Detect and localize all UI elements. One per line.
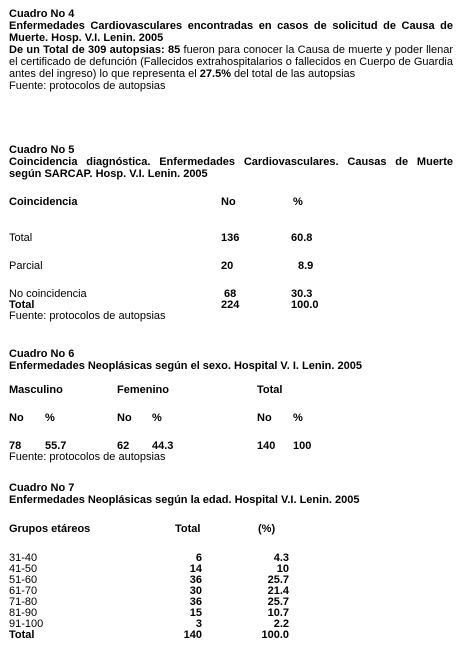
cuadro-4-text-bold: De un Total de 309 autopsias: bbox=[9, 44, 165, 56]
cuadro-4 bbox=[9, 8, 453, 92]
cuadro-5-row-label: Parcial bbox=[9, 260, 43, 272]
cuadro-5-row-label: Total bbox=[9, 232, 33, 244]
cuadro-7-row-pct: 21.4 bbox=[267, 585, 289, 597]
cuadro-7-row-group: 41-50 bbox=[9, 563, 38, 575]
cuadro-7-row-total: 3 bbox=[195, 618, 202, 630]
cuadro-4-text-mid: fueron para conocer la Causa de muerte y poder llenar el certificado de defunción (Fallecidos extrahospitalarios o fallecidos en Cuerpo de Guardia antes del ingreso) lo que representa el bbox=[9, 44, 453, 80]
cuadro-7-row-pct: 10 bbox=[276, 563, 289, 575]
cuadro-4-text bbox=[9, 44, 453, 80]
cuadro-6-title: Enfermedades Neoplásicas según el sexo. Hospital V. I. Lenin. 2005 bbox=[9, 360, 362, 372]
cuadro-7-row-pct: 25.7 bbox=[267, 596, 289, 608]
cuadro-5-header-pct: % bbox=[293, 196, 303, 208]
cuadro-7-total-label: Total bbox=[9, 629, 35, 641]
cuadro-6-subheader: % bbox=[45, 412, 55, 424]
cuadro-5-row-no: 136 bbox=[221, 232, 240, 244]
cuadro-5-source: Fuente: protocolos de autopsias bbox=[9, 310, 166, 322]
cuadro-7-row-group: 51-60 bbox=[9, 574, 38, 586]
cuadro-7 bbox=[9, 482, 453, 662]
cuadro-6 bbox=[9, 348, 453, 463]
cuadro-6-subheader: No bbox=[257, 412, 272, 424]
cuadro-4-heading: Cuadro No 4 bbox=[9, 8, 75, 20]
cuadro-7-header-grupos: Grupos etáreos bbox=[9, 523, 91, 535]
cuadro-5-total-pct: 100.0 bbox=[291, 299, 319, 311]
cuadro-6-value: 100 bbox=[293, 440, 312, 452]
cuadro-5-row-label: No coincidencia bbox=[9, 288, 87, 300]
cuadro-7-row-total: 36 bbox=[189, 574, 202, 586]
cuadro-5-title: Coincidencia diagnóstica. Enfermedades Cardiovasculares. Causas de Muerte según SARCAP. Hosp. V.I. Lenin. 2005 bbox=[9, 156, 453, 180]
cuadro-5-heading: Cuadro No 5 bbox=[9, 144, 75, 156]
cuadro-6-value: 62 bbox=[117, 440, 130, 452]
cuadro-6-group-femenino: Femenino bbox=[117, 384, 169, 396]
cuadro-7-row-group: 31-40 bbox=[9, 552, 38, 564]
cuadro-6-source: Fuente: protocolos de autopsias bbox=[9, 451, 166, 463]
cuadro-7-heading: Cuadro No 7 bbox=[9, 482, 75, 494]
cuadro-5-header-no: No bbox=[221, 196, 236, 208]
cuadro-7-row-total: 6 bbox=[195, 552, 202, 564]
cuadro-5-total-no: 224 bbox=[221, 299, 240, 311]
cuadro-7-header-total: Total bbox=[175, 523, 201, 535]
cuadro-4-title: Enfermedades Cardiovasculares encontradas en casos de solicitud de Causa de Muerte. Hosp. V.I. Lenin. 2005 bbox=[9, 20, 453, 44]
cuadro-5-row-no: 68 bbox=[224, 288, 237, 300]
cuadro-7-row-total: 30 bbox=[189, 585, 202, 597]
cuadro-4-text-bold-num: 85 bbox=[164, 44, 181, 56]
cuadro-7-row-pct: 10.7 bbox=[267, 607, 289, 619]
cuadro-4-source: Fuente: protocolos de autopsias bbox=[9, 80, 166, 92]
cuadro-6-group-masculino: Masculino bbox=[9, 384, 63, 396]
cuadro-7-row-total: 36 bbox=[189, 596, 202, 608]
cuadro-7-header-pct: (%) bbox=[258, 523, 276, 535]
cuadro-5-row-pct: 60.8 bbox=[291, 232, 313, 244]
cuadro-6-value: 44.3 bbox=[152, 440, 174, 452]
cuadro-7-total-value: 140 bbox=[183, 629, 202, 641]
cuadro-7-row-pct: 4.3 bbox=[273, 552, 289, 564]
cuadro-7-row-group: 91-100 bbox=[9, 618, 44, 630]
cuadro-5-header-coincidencia: Coincidencia bbox=[9, 196, 78, 208]
cuadro-7-row-group: 61-70 bbox=[9, 585, 38, 597]
cuadro-6-value: 78 bbox=[9, 440, 22, 452]
cuadro-4-text-end: del total de las autopsias bbox=[231, 68, 356, 80]
cuadro-6-value: 55.7 bbox=[45, 440, 67, 452]
cuadro-5-total-label: Total bbox=[9, 299, 35, 311]
cuadro-6-subheader: No bbox=[117, 412, 132, 424]
cuadro-7-row-group: 71-80 bbox=[9, 596, 38, 608]
cuadro-4-text-pct: 27.5% bbox=[199, 68, 231, 80]
cuadro-7-row-total: 14 bbox=[189, 563, 202, 575]
cuadro-6-heading: Cuadro No 6 bbox=[9, 348, 75, 360]
cuadro-6-value: 140 bbox=[257, 440, 276, 452]
cuadro-6-subheader: % bbox=[152, 412, 162, 424]
cuadro-6-group-total: Total bbox=[257, 384, 283, 396]
cuadro-6-subheader: No bbox=[9, 412, 24, 424]
cuadro-7-row-pct: 25.7 bbox=[267, 574, 289, 586]
cuadro-7-title: Enfermedades Neoplásicas según la edad. Hospital V.I. Lenin. 2005 bbox=[9, 494, 360, 506]
cuadro-5 bbox=[9, 144, 453, 324]
cuadro-7-row-pct: 2.2 bbox=[273, 618, 289, 630]
cuadro-7-row-group: 81-90 bbox=[9, 607, 38, 619]
cuadro-5-row-pct: 30.3 bbox=[291, 288, 313, 300]
cuadro-7-total-pct: 100.0 bbox=[261, 629, 289, 641]
cuadro-6-subheader: % bbox=[293, 412, 303, 424]
cuadro-7-row-total: 15 bbox=[189, 607, 202, 619]
cuadro-5-row-no: 20 bbox=[221, 260, 234, 272]
cuadro-5-row-pct: 8.9 bbox=[298, 260, 314, 272]
